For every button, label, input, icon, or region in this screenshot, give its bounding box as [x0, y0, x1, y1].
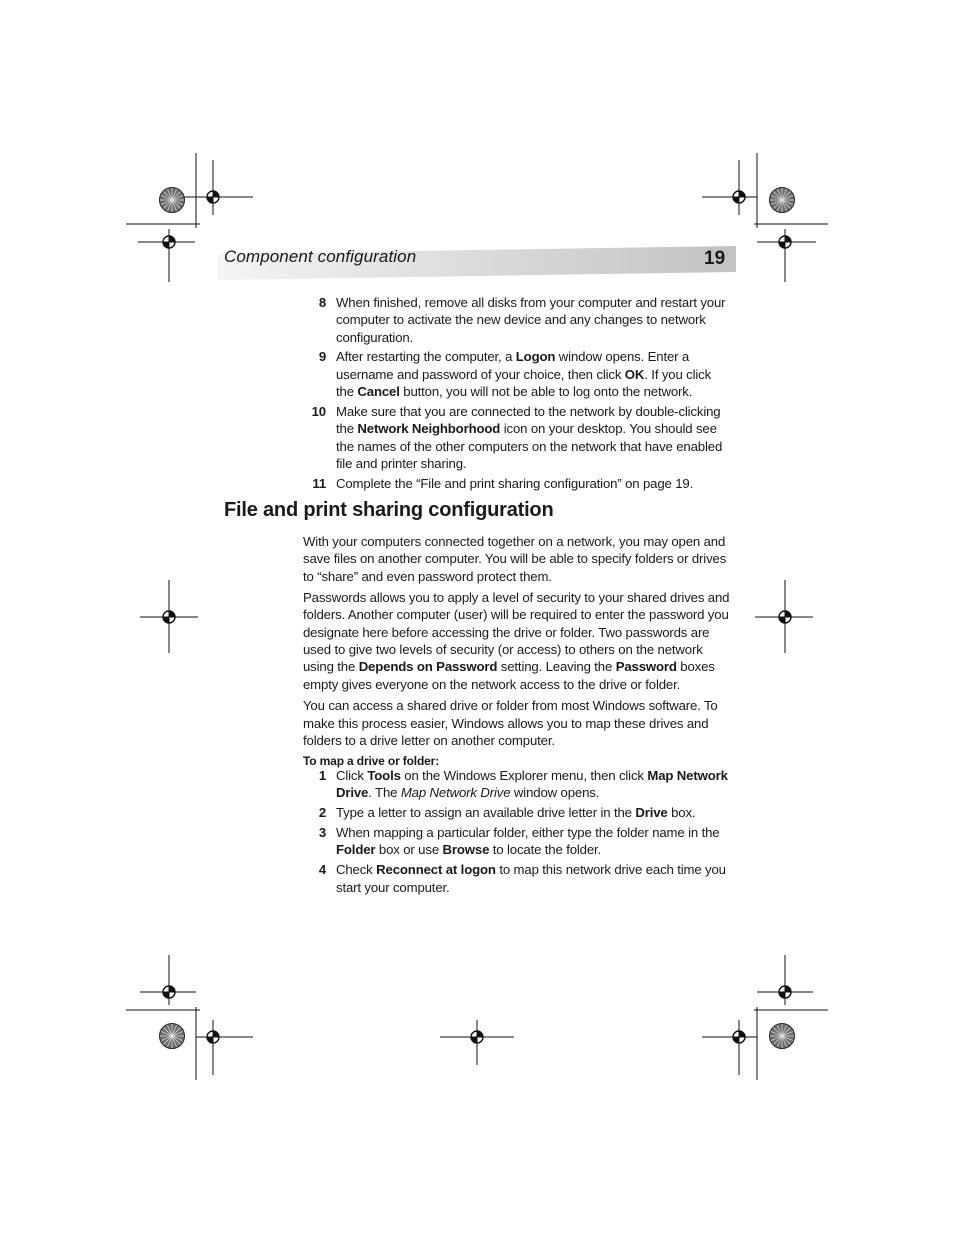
ui-term-tools: Tools — [367, 768, 401, 783]
ui-term-reconnect-at-logon: Reconnect at logon — [376, 862, 496, 878]
ui-term-network-neighborhood: Network Neighborhood — [357, 421, 501, 437]
step-text: When finished, remove all disks from your computer and restart your computer to activate the new device and any changes to network configuration. — [336, 295, 726, 345]
ui-term-cancel: Cancel — [357, 384, 400, 400]
step-text: When mapping a particular folder, either type the folder name in the Folder box or use Browse to locate the folder. — [336, 825, 720, 858]
ui-term-browse: Browse — [442, 842, 490, 858]
list-item — [300, 767, 730, 802]
ui-term-ok: OK — [624, 366, 645, 382]
step-number: 10 — [311, 403, 326, 419]
step-number: 2 — [318, 805, 326, 821]
list-item — [300, 804, 730, 821]
step-text: Make sure that you are connected to the network by double-clicking the Network Neighborhood icon on your desktop. You should see the names of the other computers on the network that have enabled file and printer sharing. — [336, 403, 723, 471]
section-body — [303, 533, 731, 771]
running-header-title: Component configuration — [224, 247, 417, 266]
step-number: 4 — [318, 862, 326, 878]
list-item — [300, 824, 730, 859]
list-item — [300, 861, 730, 896]
paragraph: You can access a shared drive or folder from most Windows software. To make this process easier, Windows allows you to map these drives and folders to a drive letter on another computer. — [303, 698, 718, 748]
list-item — [300, 475, 730, 492]
ui-term-logon: Logon — [515, 349, 556, 365]
ui-term-map-network-drive: Map Network Drive — [336, 768, 728, 801]
step-number: 8 — [318, 295, 326, 310]
paragraph: Passwords allows you to apply a level of security to your shared drives and folders. Another computer (user) will be required to enter the password you designate here before accessing the drive or folder. Two passwords are used to give two levels of security (or access) to others on the network using the Depends on Password setting. Leaving the Password boxes empty gives everyone on the network access to the drive or folder. — [303, 590, 730, 692]
steps-list-bottom — [300, 767, 730, 898]
procedure-subheading: To map a drive or folder: — [303, 754, 440, 769]
step-number: 9 — [318, 349, 326, 365]
page-number: 19 — [704, 248, 726, 269]
ui-term-map-network-drive-window: Map Network Drive — [400, 785, 511, 801]
steps-list-top — [300, 294, 730, 495]
ui-term-drive: Drive — [635, 805, 668, 821]
section-heading: File and print sharing configuration — [224, 499, 554, 521]
list-item — [300, 403, 730, 472]
step-text: After restarting the computer, a Logon window opens. Enter a username and password of your choice, then click OK. If you click the Cancel button, you will not be able to log onto the network. — [336, 349, 712, 400]
ui-term-password: Password — [615, 659, 677, 675]
ui-term-depends-on-password: Depends on Password — [358, 659, 498, 675]
ui-term-folder: Folder — [336, 842, 376, 858]
step-text: Check Reconnect at logon to map this network drive each time you start your computer. — [336, 862, 726, 895]
step-text: Type a letter to assign an available drive letter in the Drive box. — [336, 805, 696, 821]
step-text: Complete the “File and print sharing configuration” on page 19. — [336, 475, 694, 491]
step-number: 1 — [318, 768, 326, 783]
list-item — [300, 294, 730, 346]
paragraph: With your computers connected together on a network, you may open and save files on another computer. You will be able to specify folders or drives to “share” and even password protect them. — [303, 534, 727, 584]
step-number: 11 — [312, 475, 326, 491]
step-text: Click Tools on the Windows Explorer menu, then click Map Network Drive. The Map Network Drive window opens. — [336, 768, 728, 801]
step-number: 3 — [318, 825, 326, 841]
list-item — [300, 348, 730, 400]
